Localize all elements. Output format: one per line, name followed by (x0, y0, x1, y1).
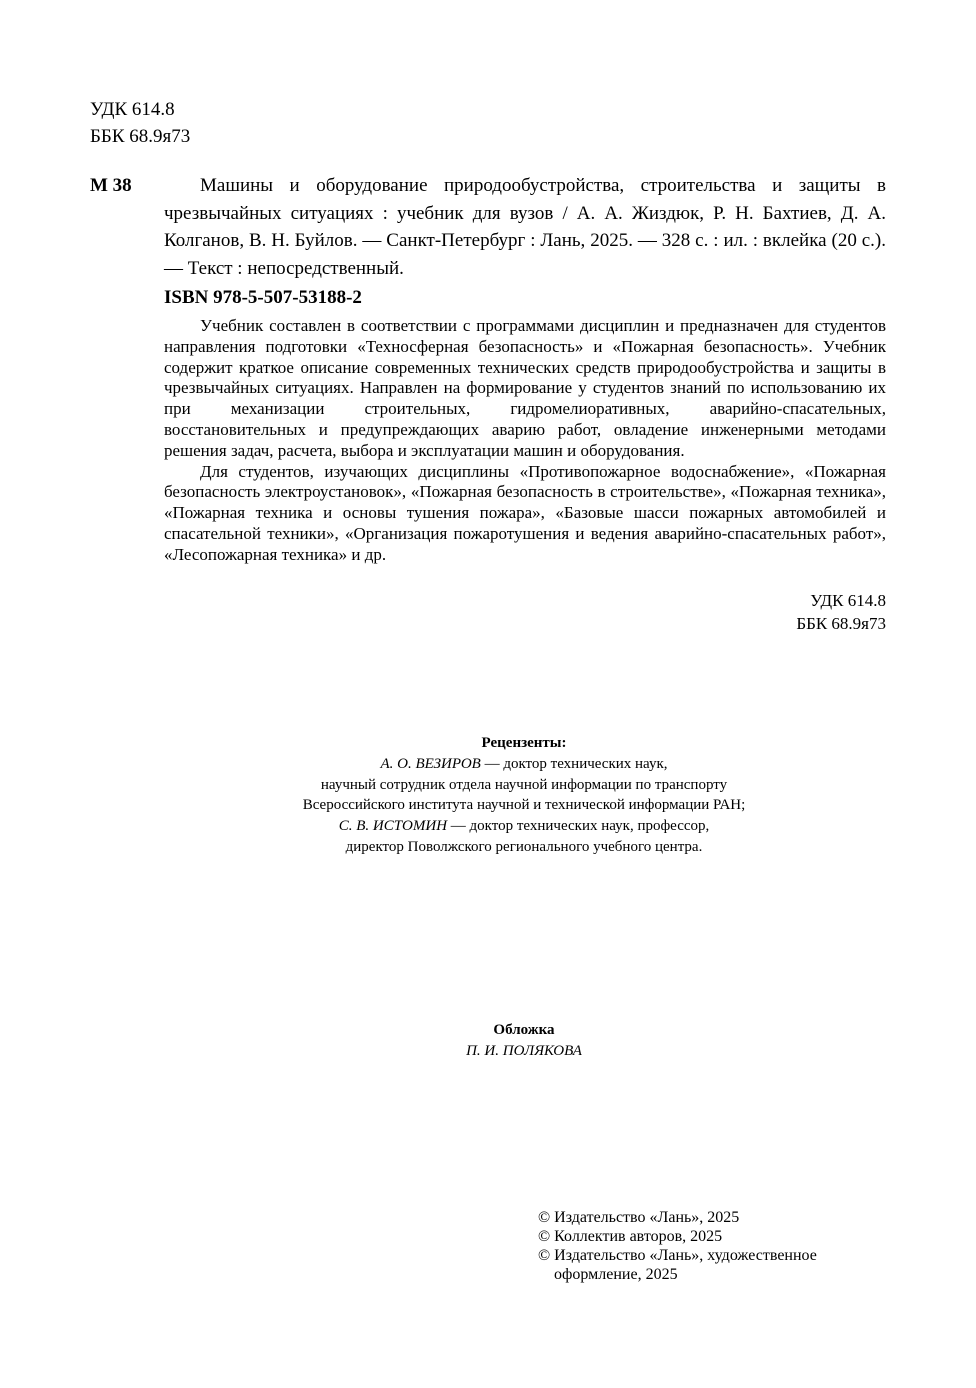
author-sign: М 38 (90, 175, 132, 196)
reviewer-2 (200, 816, 848, 837)
annotation (164, 316, 886, 566)
udk-code-bottom: УДК 614.8 (810, 591, 886, 610)
isbn: ISBN 978-5-507-53188-2 (164, 287, 362, 308)
reviewer-1-institution: Всероссийского института научной и технической информации РАН; (302, 797, 746, 814)
reviewer-1-title: — доктор технических наук, (480, 755, 668, 772)
reviewers-block (200, 733, 848, 858)
cover-credit (400, 1020, 648, 1062)
classification-bottom (700, 589, 886, 635)
copyrights-block (538, 1208, 868, 1284)
reviewer-2-name: С. В. ИСТОМИН (338, 818, 448, 835)
annotation-paragraph-1: Учебник составлен в соответствии с программами дисциплин и предназначен для студентов направления подготовки «Техносферная безопасность» и «Пожарная безопасность». Учебник содержит краткое описание современных технических средств природообустройства и защиты в чрезвычайных ситуациях. Направлен на формирование у студентов знаний по использованию их при механизации строительных, гидромелиоративных, аварийно-спасательных, восстановительных и предупреждающих аварию работ, овладение инженерными методами решения задач, расчета, выбора и эксплуатации машин и оборудования. (164, 316, 886, 460)
reviewer-2-title: — доктор технических наук, профессор, (447, 818, 710, 835)
bibliographic-text: Машины и оборудование природообустройства, строительства и защиты в чрезвычайных ситуациях : учебник для вузов / А. А. Жиздюк, Р. Н. Бахтиев, Д. А. Колганов, В. Н. Буйлов. — Санкт-Петербург : Лань, 2025. — 328 с. : ил. : вклейка (20 с.). — Текст : непосредственный. (164, 175, 886, 279)
copyright-line: © Коллектив авторов, 2025 (538, 1228, 723, 1245)
annotation-paragraph-2: Для студентов, изучающих дисциплины «Противопожарное водоснабжение», «Пожарная безопасность электроустановок», «Пожарная безопасность в строительстве», «Пожарная техника», «Пожарная техника и основы тушения пожара», «Базовые шасси пожарных автомобилей и спасательной техники», «Организация пожаротушения и ведения аварийно-спасательных работ», «Лесопожарная техника» и др. (164, 461, 886, 564)
bbk-code-bottom: ББК 68.9я73 (796, 614, 886, 633)
bbk-code: ББК 68.9я73 (90, 126, 191, 147)
cover-header: Обложка (493, 1022, 555, 1038)
udk-code: УДК 614.8 (90, 99, 175, 120)
reviewer-1-name: А. О. ВЕЗИРОВ (380, 755, 481, 772)
reviewers-header: Рецензенты: (481, 735, 567, 751)
cover-designer: П. И. ПОЛЯКОВА (466, 1042, 582, 1059)
classification-top (90, 96, 190, 150)
reviewer-1-position: научный сотрудник отдела научной информации по транспорту (320, 776, 728, 793)
reviewer-1 (200, 754, 848, 775)
reviewer-2-position: директор Поволжского регионального учебного центра. (345, 838, 703, 855)
bibliographic-description (164, 172, 886, 282)
copyright-line: © Издательство «Лань», художественное оформление, 2025 (538, 1247, 817, 1283)
copyright-line: © Издательство «Лань», 2025 (538, 1209, 740, 1226)
